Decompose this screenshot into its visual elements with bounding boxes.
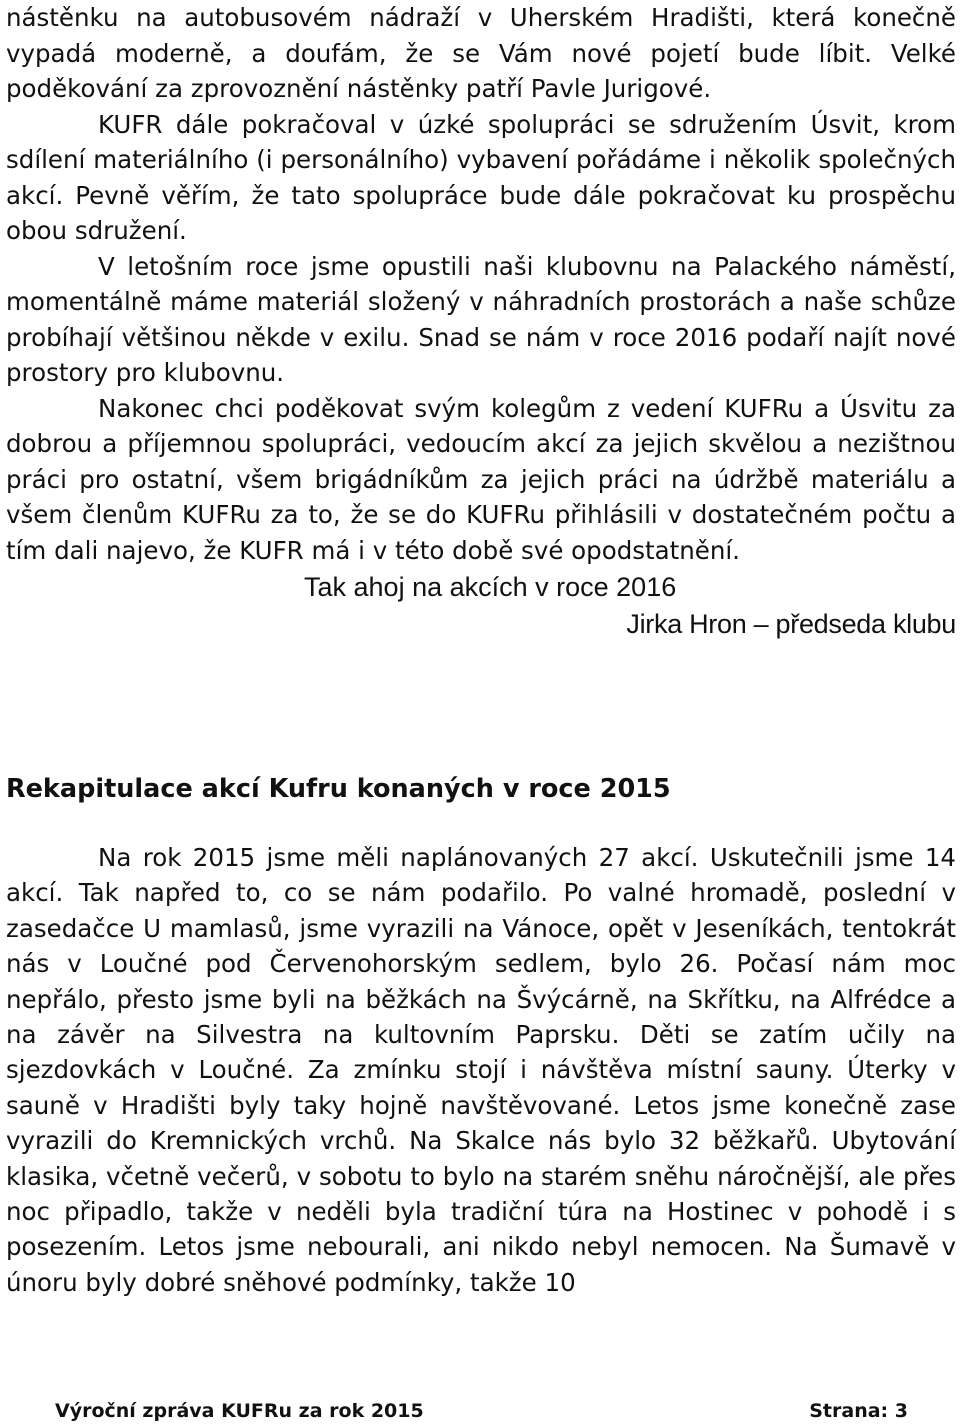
paragraph-thanks: Nakonec chci poděkovat svým kolegům z vedení KUFRu a Úsvitu za dobrou a příjemnou spolupráci, vedoucím akcí za jejich skvělou a nezištnou práci pro ostatní, všem brigádníkům za jejich práci na údržbě materiálu a všem členům KUFRu za to, že se do KUFRu přihlásili v dostatečném počtu a tím dali najevo, že KUFR má i v této době své opodstatnění. (6, 393, 956, 565)
closing-signature: Jirka Hron – předseda klubu (626, 609, 956, 639)
section-body (6, 840, 956, 1300)
paragraph-cooperation-usvit: KUFR dále pokračoval v úzké spolupráci se sdružením Úsvit, krom sdílení materiálního (i personálního) vybavení pořádáme i několik společných akcí. Pevně věřím, že tato spolupráce bude dále pokračovat ku prospěchu obou sdružení. (6, 109, 956, 245)
paragraph-bulletin-board: nástěnku na autobusovém nádraží v Uherském Hradišti, která konečně vypadá moderně, a doufám, že se Vám nové pojetí bude líbit. Velké poděkování za zprovoznění nástěnky patří Pavle Jurigové. (6, 3, 956, 103)
closing-greeting: Tak ahoj na akcích v roce 2016 (304, 572, 677, 602)
document-page (6, 0, 956, 643)
footer-page-number: Strana: 3 (809, 1400, 908, 1422)
intro-section (6, 0, 956, 568)
footer-title: Výroční zpráva KUFRu za rok 2015 (55, 1400, 424, 1422)
paragraph-recap-2015: Na rok 2015 jsme měli naplánovaných 27 akcí. Uskutečnili jsme 14 akcí. Tak napřed to, co se nám podařilo. Po valné hromadě, poslední v zasedačce U mamlasů, jsme vyrazili na Vánoce, opět v Jeseníkách, tentokrát nás v Loučné pod Červenohorským sedlem, bylo 26. Počasí nám moc nepřálo, přesto jsme byli na běžkách na Švýcárně, na Skřítku, na Alfrédce a na závěr na Silvestra na kultovním Paprsku. Děti se zatím učily na sjezdovkách v Loučné. Za zmínku stojí i návštěva místní sauny. Úterky v sauně v Hradišti byly taky hojně navštěvované. Letos jsme konečně zase vyrazili do Kremnických vrchů. Na Skalce nás bylo 32 běžkařů. Ubytování klasika, včetně večerů, v sobotu to bylo na starém sněhu náročnější, ale přes noc připadlo, takže v neděli byla tradiční túra na Hostinec v pohodě i s posezením. Letos jsme nebourali, ani nikdo nebyl nemocen. Na Šumavě v únoru byly dobré sněhové podmínky, takže 10 (6, 843, 956, 1297)
closing-block (6, 569, 956, 643)
page-footer (55, 1398, 908, 1424)
paragraph-clubroom: V letošním roce jsme opustili naši klubovnu na Palackého náměstí, momentálně máme materiál složený v náhradních prostorách a naše schůze probíhají většinou někde v exilu. Snad se nám v roce 2016 podaří najít nové prostory pro klubovnu. (6, 251, 956, 387)
section-heading: Rekapitulace akcí Kufru konaných v roce 2015 (6, 774, 671, 804)
